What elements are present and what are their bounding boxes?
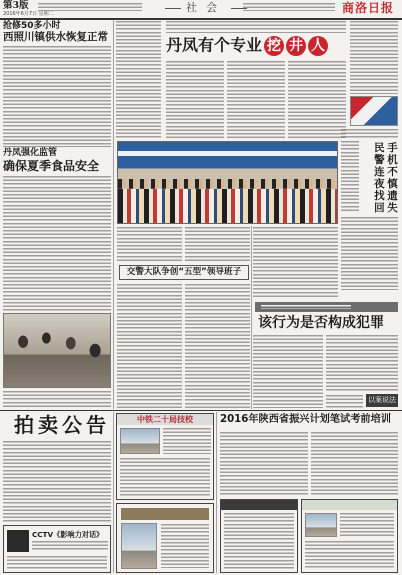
phone-headline-main: 手机不慎遗失	[386, 142, 398, 214]
section-title	[160, 2, 252, 13]
school-ad-title: 中铁二十局技校	[117, 414, 213, 425]
headline-highlight-char: 井	[286, 36, 306, 56]
cctv-ad-title: CCTV《影响力对话》	[32, 530, 104, 539]
auction-body	[3, 441, 111, 522]
legal-article-kicker	[261, 305, 351, 309]
photo-article-body	[117, 227, 182, 262]
right-column-body	[350, 21, 398, 94]
cctv-ad-logo	[7, 530, 29, 552]
legal-article-body	[326, 335, 398, 392]
photo-caption	[3, 391, 111, 408]
bottom-ad	[116, 503, 214, 573]
photo-article-body	[185, 227, 250, 262]
page-number: 第3版	[3, 0, 29, 11]
headline-highlight-char: 挖	[264, 36, 284, 56]
bottom-ad-text	[161, 524, 209, 568]
middle-article-body	[253, 227, 338, 299]
column-divider	[216, 412, 217, 573]
police-article-body	[185, 284, 250, 408]
well-article-body-col2	[166, 61, 224, 138]
cctv-ad-text	[32, 541, 108, 552]
column-logo-image	[350, 96, 398, 126]
header-contact-text	[243, 3, 335, 11]
school-ad-text	[120, 458, 210, 496]
training-headline: 2016年陕西省振兴计划笔试考前培训	[220, 414, 391, 425]
well-headline-text: 丹凤有个专业	[166, 35, 263, 55]
ad-photo	[305, 513, 337, 537]
column-divider	[113, 20, 114, 409]
headline-highlight-char: 人	[308, 36, 328, 56]
bottom-right-ad-left	[220, 499, 298, 573]
right-column-body	[341, 129, 398, 139]
food-article-title: 确保夏季食品安全	[3, 159, 100, 173]
water-article-title: 西照川镇供水恢复正常	[3, 31, 108, 43]
section-label: 社会	[186, 1, 226, 14]
well-article-body-col1	[116, 21, 161, 139]
phone-article-headline	[362, 142, 398, 216]
column-divider	[113, 412, 114, 573]
food-article-kicker: 丹凤强化监管	[3, 148, 58, 158]
legal-article-kicker-band	[255, 302, 398, 312]
well-article-body-col4	[288, 61, 346, 138]
cctv-ad-text	[7, 556, 107, 570]
food-article-body	[3, 176, 111, 311]
training-body	[220, 432, 308, 495]
cctv-ad	[3, 525, 111, 573]
ad-text	[305, 541, 394, 569]
police-article-body	[117, 284, 182, 408]
group-photo	[117, 141, 338, 224]
legal-article-body	[326, 395, 363, 408]
water-article-body	[3, 46, 111, 145]
issue-date: 2016年6月7日 星期二	[3, 11, 54, 17]
newspaper-logo: 商洛日报	[342, 1, 395, 15]
well-article-body-col3	[227, 61, 285, 138]
well-article-lead	[166, 21, 346, 33]
header-info-text	[38, 3, 142, 11]
masthead-rule	[0, 18, 402, 20]
legal-article-body	[253, 335, 323, 408]
phone-headline-sub: 民警连夜找回	[372, 142, 385, 214]
ad-text	[340, 513, 394, 537]
bottom-right-ad-right	[301, 499, 398, 573]
school-ad-text	[163, 428, 211, 454]
police-article-headline: 交警大队争创“五型”领导班子	[119, 265, 249, 280]
school-ad	[116, 413, 214, 500]
auction-headline: 拍卖公告	[14, 413, 110, 437]
well-article-headline	[166, 36, 328, 58]
phone-article-body	[341, 141, 359, 213]
inspection-photo	[3, 313, 111, 388]
legal-article-headline: 该行为是否构成犯罪	[258, 315, 384, 331]
phone-article-body	[341, 217, 398, 290]
water-article-kicker: 抢修50多小时	[3, 21, 61, 31]
column-badge: 以案说法	[366, 394, 398, 407]
bottom-ad-banner	[121, 508, 209, 520]
section-rule	[0, 410, 402, 411]
column-divider	[251, 226, 252, 409]
article-divider	[3, 146, 111, 147]
school-ad-photo	[120, 428, 160, 454]
ad-text	[224, 513, 294, 569]
bottom-ad-photo	[121, 523, 157, 569]
training-body	[311, 432, 398, 495]
ad-header-band	[302, 500, 397, 510]
ad-header-band	[221, 500, 297, 510]
